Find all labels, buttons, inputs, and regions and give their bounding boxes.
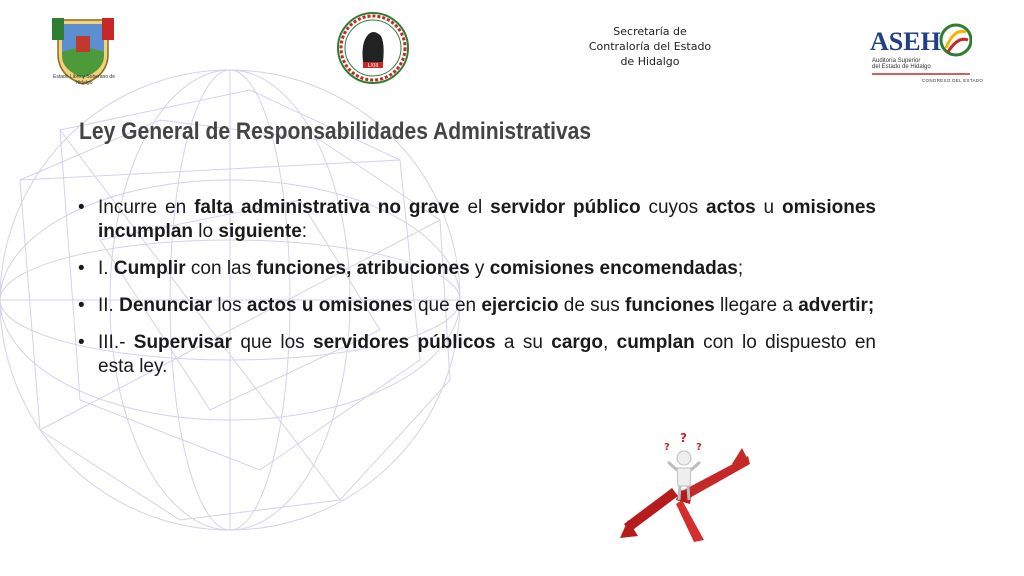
aseh-logo-text: ASEH [870,27,941,56]
bullet-list [76,196,876,392]
bullet-bold-text: advertir; [798,295,875,316]
bullet-dot: • [78,295,85,316]
bullet-bold-text: funciones [625,295,715,316]
bullet-text: u [755,197,783,218]
bullet-text: I. [98,258,114,279]
aseh-logo [868,22,972,84]
bullet-dot: • [78,197,85,218]
bullet-dot: • [78,332,85,353]
bullet-bold-text: cargo [551,332,603,353]
bullet-bold-text: Denunciar [119,295,213,316]
bullet-bold-text: omisiones incumplan [98,197,876,242]
bullet-item [76,257,876,281]
bullet-text: con las [185,258,257,279]
bullet-text: , [603,332,617,353]
bullet-text: : [301,221,308,242]
question-mark-3: ? [696,442,702,453]
bullet-dot: • [78,258,85,279]
bullet-bold-text: siguiente [218,221,302,242]
secretaria-line-1: Secretaría de [613,25,687,38]
secretaria-title [580,24,720,69]
bullet-bold-text: Supervisar [133,332,233,353]
bullet-text: el [459,197,491,218]
bullet-bold-text: ejercicio [481,295,559,316]
congreso-seal-label: LXIII [367,63,379,69]
question-mark-1: ? [680,431,687,445]
bullet-bold-text: falta administrativa no grave [194,197,460,218]
bullet-bold-text: servidores públicos [313,332,496,353]
bullet-bold-text: Cumplir [113,258,186,279]
bullet-text: lo [193,221,219,242]
bullet-text: los [212,295,247,316]
bullet-item [76,294,876,318]
aseh-subtitle-2: del Estado de Hidalgo [872,64,931,70]
bullet-text: que en [412,295,482,316]
secretaria-line-2: Contraloría del Estado [588,40,712,53]
bullet-bold-text: funciones, atribuciones [256,258,470,279]
bullet-text: de sus [558,295,626,316]
congreso-seal-logo [337,12,409,84]
bullet-text: con lo dispuesto en esta ley. [98,332,876,377]
bullet-item [76,196,876,244]
bullet-bold-text: comisiones encomendadas [489,258,738,279]
bullet-text: que los [232,332,314,353]
aseh-subtitle [872,58,931,70]
bullet-bold-text: actos u omisiones [246,295,413,316]
secretaria-line-3: de Hidalgo [620,55,680,68]
bullet-bold-text: servidor público [490,197,641,218]
bullet-text: II. [98,295,120,316]
bullet-text: Incurre en [98,197,195,218]
crossroads-illustration [620,420,750,544]
bullet-text: III.- [98,332,134,353]
bullet-text: llegare a [714,295,799,316]
aseh-footer: CONGRESO DEL ESTADO [922,78,984,83]
slide-title: Ley General de Responsabilidades Administrativas [79,118,592,145]
aseh-subtitle-1: Auditoría Superior [872,58,921,64]
bullet-bold-text: actos [706,197,756,218]
bullet-text: a su [495,332,552,353]
bullet-text: ; [737,258,744,279]
bullet-text: y [469,258,490,279]
bullet-item [76,331,876,379]
bullet-text: cuyos [640,197,707,218]
hidalgo-logo-caption: Estado Libre y Soberano de Hidalgo [53,74,115,86]
bullet-bold-text: cumplan [616,332,695,353]
question-mark-2: ? [664,442,670,453]
